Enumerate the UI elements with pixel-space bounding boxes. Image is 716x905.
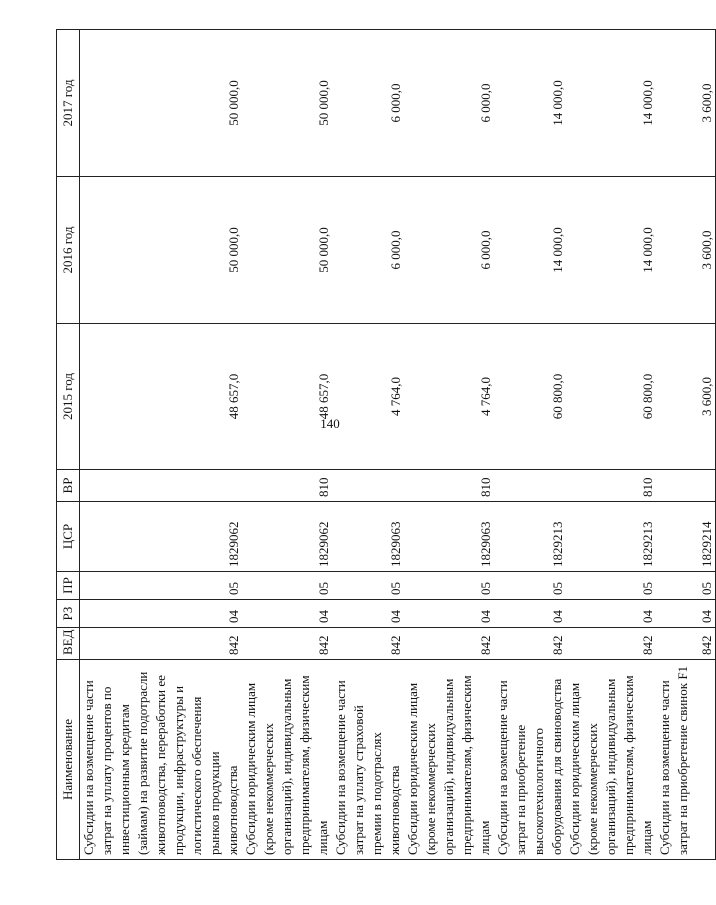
- row-csr: 1829213: [566, 502, 656, 572]
- row-pr: 05: [404, 572, 494, 600]
- budget-table: [56, 29, 716, 860]
- row-ved: 842: [494, 628, 566, 660]
- row-vr: [80, 470, 243, 502]
- row-rz: 04: [80, 600, 243, 628]
- row-pr: 05: [656, 572, 715, 600]
- header-2017: 2017 год: [57, 30, 80, 177]
- row-pr: 05: [332, 572, 404, 600]
- table-row: [566, 30, 656, 860]
- row-pr: 05: [242, 572, 332, 600]
- row-vr: 810: [566, 470, 656, 502]
- row-2016: 6 000,0: [332, 177, 404, 324]
- row-vr: [656, 470, 715, 502]
- row-2015: 48 657,0: [242, 324, 332, 470]
- row-pr: 05: [566, 572, 656, 600]
- table-row: [494, 30, 566, 860]
- row-csr: 1829063: [332, 502, 404, 572]
- header-2015: 2015 год: [57, 324, 80, 470]
- row-2015: 48 657,0: [80, 324, 243, 470]
- row-2015: 4 764,0: [332, 324, 404, 470]
- row-name: Субсидии на возмещение части затрат на приобретение свинок F1: [656, 660, 715, 860]
- row-csr: 1829063: [404, 502, 494, 572]
- row-vr: [494, 470, 566, 502]
- row-csr: 1829213: [494, 502, 566, 572]
- row-ved: 842: [332, 628, 404, 660]
- row-2015: 60 800,0: [566, 324, 656, 470]
- row-rz: 04: [242, 600, 332, 628]
- header-row: [57, 30, 80, 860]
- row-name: Субсидии юридическим лицам (кроме некоммерческих организаций), индивидуальным предпринимателям, физическим лицам: [242, 660, 332, 860]
- row-2017: 3 600,0: [656, 30, 715, 177]
- row-2015: 60 800,0: [494, 324, 566, 470]
- header-pr: ПР: [57, 572, 80, 600]
- row-rz: 04: [656, 600, 715, 628]
- row-csr: 1829214: [656, 502, 715, 572]
- row-name: Субсидии на возмещение части затрат на уплату процентов по инвестиционным кредитам (займам) на развитие подотрасли животноводства, переработки ее продукции, инфраструктуры и логистического обеспечения рынков продукции животноводства: [80, 660, 243, 860]
- table-row: [404, 30, 494, 860]
- table-row: [656, 30, 715, 860]
- row-2017: 50 000,0: [242, 30, 332, 177]
- row-2016: 50 000,0: [242, 177, 332, 324]
- row-csr: 1829062: [80, 502, 243, 572]
- row-vr: 810: [242, 470, 332, 502]
- row-rz: 04: [494, 600, 566, 628]
- table-row: [80, 30, 243, 860]
- page-number: 140: [320, 416, 340, 431]
- row-2015: 3 600,0: [656, 324, 715, 470]
- row-2015: 4 764,0: [404, 324, 494, 470]
- row-pr: 05: [80, 572, 243, 600]
- header-vr: ВР: [57, 470, 80, 502]
- row-rz: 04: [566, 600, 656, 628]
- row-2016: 3 600,0: [656, 177, 715, 324]
- row-2016: 14 000,0: [494, 177, 566, 324]
- header-2016: 2016 год: [57, 177, 80, 324]
- row-ved: 842: [242, 628, 332, 660]
- row-csr: 1829062: [242, 502, 332, 572]
- row-vr: [332, 470, 404, 502]
- header-ved: ВЕД: [57, 628, 80, 660]
- row-name: Субсидии юридическим лицам (кроме некоммерческих организаций), индивидуальным предпринимателям, физическим лицам: [404, 660, 494, 860]
- row-pr: 05: [494, 572, 566, 600]
- table-row: [242, 30, 332, 860]
- row-name: Субсидии юридическим лицам (кроме некоммерческих организаций), индивидуальным предпринимателям, физическим лицам: [566, 660, 656, 860]
- row-ved: 842: [656, 628, 715, 660]
- row-2017: 14 000,0: [566, 30, 656, 177]
- header-rz: РЗ: [57, 600, 80, 628]
- row-2016: 6 000,0: [404, 177, 494, 324]
- row-ved: 842: [80, 628, 243, 660]
- row-2016: 50 000,0: [80, 177, 243, 324]
- row-2017: 14 000,0: [494, 30, 566, 177]
- header-name: Наименование: [57, 660, 80, 860]
- row-ved: 842: [566, 628, 656, 660]
- row-ved: 842: [404, 628, 494, 660]
- row-name: Субсидии на возмещение части затрат на приобретение высокотехнологичного оборудования для свиноводства: [494, 660, 566, 860]
- row-2017: 6 000,0: [404, 30, 494, 177]
- header-csr: ЦСР: [57, 502, 80, 572]
- row-rz: 04: [404, 600, 494, 628]
- table-row: [332, 30, 404, 860]
- row-2017: 6 000,0: [332, 30, 404, 177]
- row-vr: 810: [404, 470, 494, 502]
- row-2017: 50 000,0: [80, 30, 243, 177]
- row-rz: 04: [332, 600, 404, 628]
- row-name: Субсидии на возмещение части затрат на уплату страховой премии в подотраслях животноводства: [332, 660, 404, 860]
- row-2016: 14 000,0: [566, 177, 656, 324]
- budget-table-rotated: [56, 30, 714, 860]
